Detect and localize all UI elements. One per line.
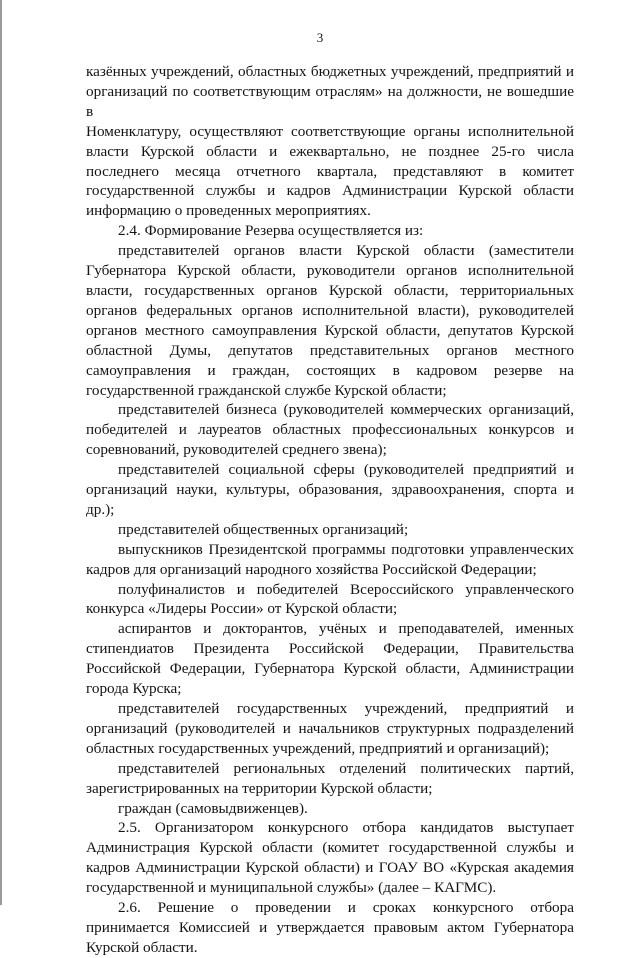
paragraph-line: 2.6. Решение о проведении и сроках конкурсного отбора	[118, 899, 574, 917]
paragraph-line: организаций (руководителей и начальников структурных подразделений	[86, 719, 574, 737]
paragraph-line: представителей государственных учреждений, предприятий и	[118, 700, 574, 717]
paragraph-line: полуфиналистов и победителей Всероссийского управленческого	[118, 580, 574, 598]
paragraph-line: органов федеральных органов исполнительной власти), руководителей	[86, 301, 574, 319]
paragraph-line: представителей органов власти Курской области (заместители	[118, 242, 574, 260]
paragraph-line: конкурса «Лидеры России» от Курской области;	[86, 600, 398, 618]
paragraph-line: последнего месяца отчетного квартала, представляют в комитет	[86, 162, 574, 180]
paragraph-line: Номенклатуру, осуществляют соответствующие органы исполнительной	[86, 122, 574, 140]
paragraph-line: аспирантов и докторантов, учёных и преподавателей, именных	[118, 620, 574, 638]
paragraph-line: кадров Администрации Курской области) и ГОАУ ВО «Курская академия	[86, 859, 574, 877]
paragraph-line: принимается Комиссией и утверждается правовым актом Губернатора	[86, 918, 574, 936]
paragraph-line: соревнований, руководителей среднего звена);	[86, 441, 387, 459]
paragraph-line: государственной гражданской службе Курской области;	[86, 381, 447, 399]
paragraph-line: представителей региональных отделений политических партий,	[118, 759, 574, 777]
paragraph-line: Администрация Курской области (комитет государственной службы и	[86, 839, 574, 857]
paragraph-line: органов местного самоуправления Курской области, депутатов Курской	[86, 321, 574, 339]
paragraph-line: организаций науки, культуры, образования, здравоохранения, спорта и	[86, 481, 574, 499]
paragraph-line: победителей и лауреатов областных профессиональных конкурсов и	[86, 421, 574, 439]
paragraph-line: государственной службы и кадров Администрации Курской области	[86, 182, 574, 200]
paragraph-line: власти, государственных органов Курской области, территориальных	[86, 281, 574, 299]
paragraph-line: организаций по соответствующим отраслям» на должности, не вошедшие в	[86, 82, 574, 120]
paragraph-line: граждан (самовыдвиженцев).	[118, 799, 308, 817]
paragraph-line: представителей общественных организаций;	[118, 520, 409, 538]
paragraph-line: областной Думы, депутатов представительных органов местного	[86, 341, 574, 359]
paragraph-line: информацию о проведенных мероприятиях.	[86, 202, 371, 220]
paragraph-line: города Курска;	[86, 680, 182, 698]
paragraph-line: стипендиатов Президента Российской Федерации, Правительства	[86, 640, 574, 658]
page-number: 3	[316, 30, 324, 45]
paragraph-line: государственной и муниципальной службы» (далее – КАГМС).	[86, 879, 497, 897]
paragraph-line: зарегистрированных на территории Курской области;	[86, 779, 433, 797]
paragraph-line: представителей социальной сферы (руководителей предприятий и	[118, 461, 574, 479]
paragraph-line: Курской области.	[86, 938, 198, 956]
paragraph-line: 2.5. Организатором конкурсного отбора кандидатов выступает	[118, 819, 574, 837]
paragraph-line: Российской Федерации, Губернатора Курской области, Администрации	[86, 660, 574, 678]
paragraph-line: др.);	[86, 500, 115, 518]
paragraph-line: власти Курской области и ежеквартально, не позднее 25-го числа	[86, 142, 574, 160]
paragraph-line: выпускников Президентской программы подготовки управленческих	[118, 540, 574, 558]
paragraph-line: казённых учреждений, областных бюджетных учреждений, предприятий и	[86, 63, 574, 80]
paragraph-line: областных государственных учреждений, предприятий и организаций);	[86, 739, 550, 757]
paragraph-line: представителей бизнеса (руководителей коммерческих организаций,	[118, 401, 574, 419]
document-body	[86, 62, 574, 958]
paragraph-line: кадров для организаций народного хозяйства Российской Федерации;	[86, 560, 537, 578]
paragraph-line: 2.4. Формирование Резерва осуществляется из:	[118, 222, 424, 240]
paragraph-line: Губернатора Курской области, руководители органов исполнительной	[86, 262, 574, 280]
scan-edge-line	[0, 0, 2, 905]
paragraph-line: самоуправления и граждан, состоящих в кадровом резерве на	[86, 361, 574, 379]
